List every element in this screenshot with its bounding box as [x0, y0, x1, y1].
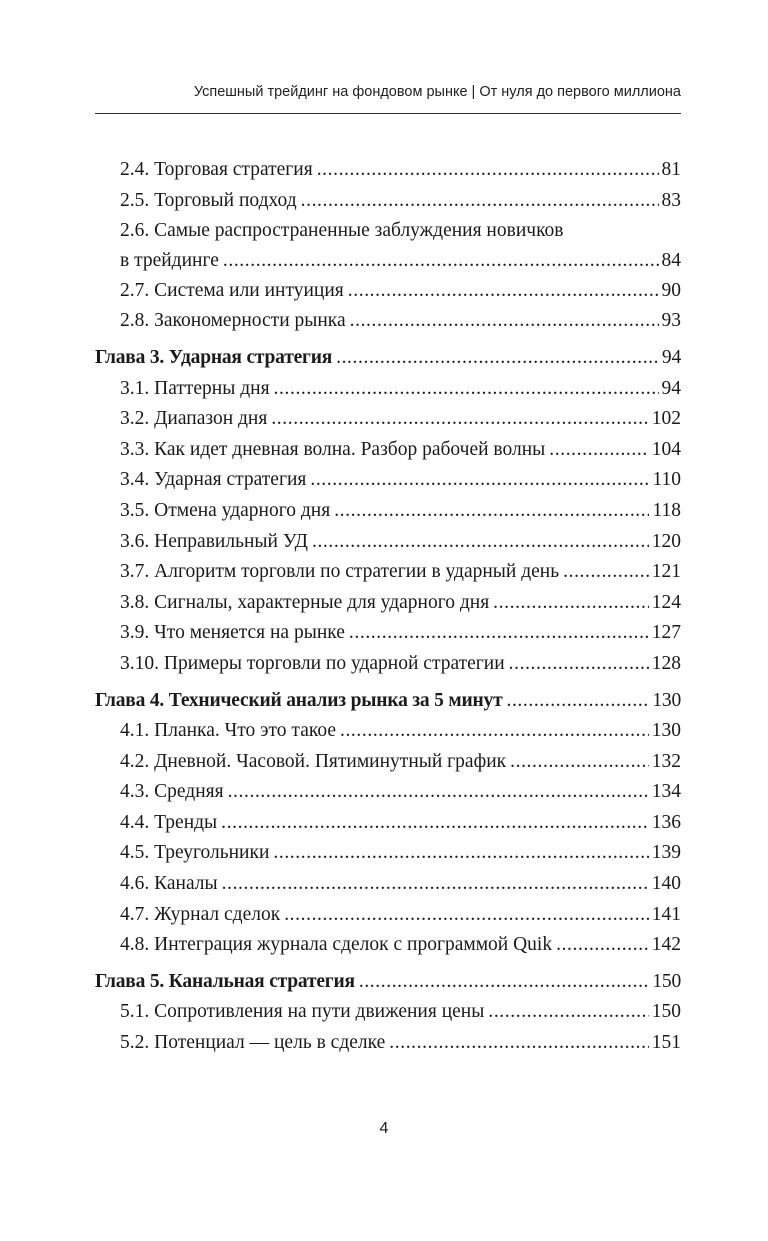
- toc-entry-page: 118: [652, 499, 681, 521]
- toc-entry-page: 94: [661, 377, 681, 399]
- dot-leader: [349, 618, 649, 649]
- dot-leader: [340, 716, 649, 747]
- dot-leader: [389, 1028, 648, 1059]
- toc-entry-title: 4.5. Треугольники: [120, 842, 270, 864]
- dot-leader: [556, 930, 649, 961]
- toc-entry-title: 3.10. Примеры торговли по ударной стратегии: [120, 652, 505, 674]
- toc-chapter-title: Глава 4. Технический анализ рынка за 5 минут: [95, 689, 503, 711]
- toc-entry-page: 150: [652, 970, 681, 992]
- toc-entry-page: 150: [651, 1001, 681, 1023]
- toc-entry-page: 140: [651, 873, 681, 895]
- dot-leader: [493, 588, 649, 619]
- toc-entry-page: 121: [651, 561, 681, 583]
- toc-entry-4-8: [95, 930, 681, 961]
- toc-entry-page: 110: [652, 469, 681, 491]
- toc-entry-page: 84: [661, 249, 681, 271]
- dot-leader: [274, 374, 659, 405]
- toc-entry-page: 139: [651, 842, 681, 864]
- dot-leader: [334, 496, 649, 527]
- toc-chapter-5: [95, 967, 681, 998]
- toc-entry-page: 104: [651, 438, 681, 460]
- dot-leader: [223, 247, 659, 274]
- dot-leader: [222, 869, 649, 900]
- dot-leader: [284, 900, 649, 931]
- toc-entry-3-10: [95, 649, 681, 680]
- toc-entry-3-6: [95, 527, 681, 558]
- toc-entry-title-continued: в трейдинге: [120, 249, 219, 271]
- dot-leader: [312, 527, 649, 558]
- toc-entry-title: 4.8. Интеграция журнала сделок с программой Quik: [120, 934, 553, 956]
- toc-entry-page: 142: [651, 934, 681, 956]
- toc-entry-title: 5.2. Потенциал — цель в сделке: [120, 1032, 386, 1054]
- toc-entry-title: 3.4. Ударная стратегия: [120, 469, 307, 491]
- toc-entry-page: 151: [651, 1032, 681, 1054]
- toc-entry-title: 5.1. Сопротивления на пути движения цены: [120, 1001, 485, 1023]
- toc-entry-continuation: [120, 247, 681, 276]
- toc-chapter-title: Глава 5. Канальная стратегия: [95, 970, 355, 992]
- toc-entry-page: 94: [661, 346, 681, 368]
- toc-entry-title: 3.8. Сигналы, характерные для ударного дня: [120, 591, 490, 613]
- toc-entry-3-8: [95, 588, 681, 619]
- dot-leader: [348, 276, 659, 307]
- toc-entry-3-4: [95, 465, 681, 496]
- toc-entry-2-6: [95, 216, 681, 276]
- toc-entry-title: 3.3. Как идет дневная волна. Разбор рабочей волны: [120, 438, 546, 460]
- dot-leader: [336, 343, 659, 374]
- toc-entry-2-5: [95, 186, 681, 217]
- toc-entry-2-4: [95, 155, 681, 186]
- toc-entry-4-2: [95, 747, 681, 778]
- table-of-contents: [95, 155, 681, 1059]
- toc-entry-5-1: [95, 997, 681, 1028]
- toc-entry-page: 93: [661, 310, 681, 332]
- toc-entry-page: 141: [651, 903, 681, 925]
- toc-entry-title: 3.6. Неправильный УД: [120, 530, 308, 552]
- header-rule: [95, 113, 681, 114]
- toc-entry-title: 2.6. Самые распространенные заблуждения новичков: [120, 220, 564, 242]
- dot-leader: [310, 465, 649, 496]
- toc-entry-4-3: [95, 777, 681, 808]
- toc-entry-page: 81: [661, 159, 681, 180]
- toc-entry-page: 120: [651, 530, 681, 552]
- toc-entry-title: 3.7. Алгоритм торговли по стратегии в ударный день: [120, 561, 560, 583]
- dot-leader: [317, 155, 659, 186]
- toc-entry-title: 4.6. Каналы: [120, 873, 218, 895]
- toc-entry-page: 90: [661, 279, 681, 301]
- dot-leader: [510, 747, 649, 778]
- toc-entry-title: 3.1. Паттерны дня: [120, 377, 270, 399]
- toc-chapter-4: [95, 686, 681, 717]
- toc-chapter-title: Глава 3. Ударная стратегия: [95, 346, 333, 368]
- toc-entry-title: 4.7. Журнал сделок: [120, 903, 281, 925]
- toc-entry-title: 2.5. Торговый подход: [120, 189, 297, 211]
- toc-entry-page: 102: [651, 408, 681, 430]
- toc-entry-title: 3.5. Отмена ударного дня: [120, 499, 331, 521]
- toc-entry-4-4: [95, 808, 681, 839]
- toc-entry-5-2: [95, 1028, 681, 1059]
- toc-entry-title: 4.3. Средняя: [120, 781, 224, 803]
- toc-entry-3-2: [95, 404, 681, 435]
- toc-entry-page: 134: [651, 781, 681, 803]
- toc-entry-title: 4.1. Планка. Что это такое: [120, 720, 336, 742]
- dot-leader: [228, 777, 649, 808]
- toc-entry-2-7: [95, 276, 681, 307]
- toc-entry-page: 83: [661, 189, 681, 211]
- toc-chapter-3: [95, 343, 681, 374]
- toc-entry-4-7: [95, 900, 681, 931]
- toc-entry-3-3: [95, 435, 681, 466]
- toc-entry-title: 4.2. Дневной. Часовой. Пятиминутный график: [120, 750, 507, 772]
- toc-entry-title: 2.4. Торговая стратегия: [120, 159, 313, 180]
- dot-leader: [563, 557, 649, 588]
- toc-entry-title: 2.7. Система или интуиция: [120, 279, 344, 301]
- dot-leader: [350, 306, 659, 337]
- dot-leader: [221, 808, 649, 839]
- dot-leader: [549, 435, 648, 466]
- toc-entry-title: 2.8. Закономерности рынка: [120, 310, 346, 332]
- toc-entry-4-1: [95, 716, 681, 747]
- page-number: 4: [379, 1120, 389, 1137]
- toc-entry-page: 136: [651, 811, 681, 833]
- toc-entry-3-1: [95, 374, 681, 405]
- toc-entry-page: 130: [651, 720, 681, 742]
- toc-entry-3-9: [95, 618, 681, 649]
- toc-entry-title: 3.9. Что меняется на рынке: [120, 622, 345, 644]
- running-header: Успешный трейдинг на фондовом рынке | От нуля до первого миллиона: [193, 84, 681, 100]
- dot-leader: [506, 686, 649, 717]
- toc-entry-3-5: [95, 496, 681, 527]
- toc-entry-page: 124: [651, 591, 681, 613]
- toc-entry-4-5: [95, 838, 681, 869]
- toc-entry-page: 132: [651, 750, 681, 772]
- toc-entry-page: 130: [652, 689, 681, 711]
- toc-entry-4-6: [95, 869, 681, 900]
- toc-entry-3-7: [95, 557, 681, 588]
- toc-entry-page: 127: [651, 622, 681, 644]
- dot-leader: [273, 838, 648, 869]
- dot-leader: [301, 186, 659, 217]
- dot-leader: [359, 967, 650, 998]
- dot-leader: [509, 649, 649, 680]
- toc-entry-title: 3.2. Диапазон дня: [120, 408, 268, 430]
- dot-leader: [271, 404, 648, 435]
- toc-entry-2-8: [95, 306, 681, 337]
- toc-entry-page: 128: [651, 652, 681, 674]
- dot-leader: [488, 997, 648, 1028]
- toc-entry-title: 4.4. Тренды: [120, 811, 218, 833]
